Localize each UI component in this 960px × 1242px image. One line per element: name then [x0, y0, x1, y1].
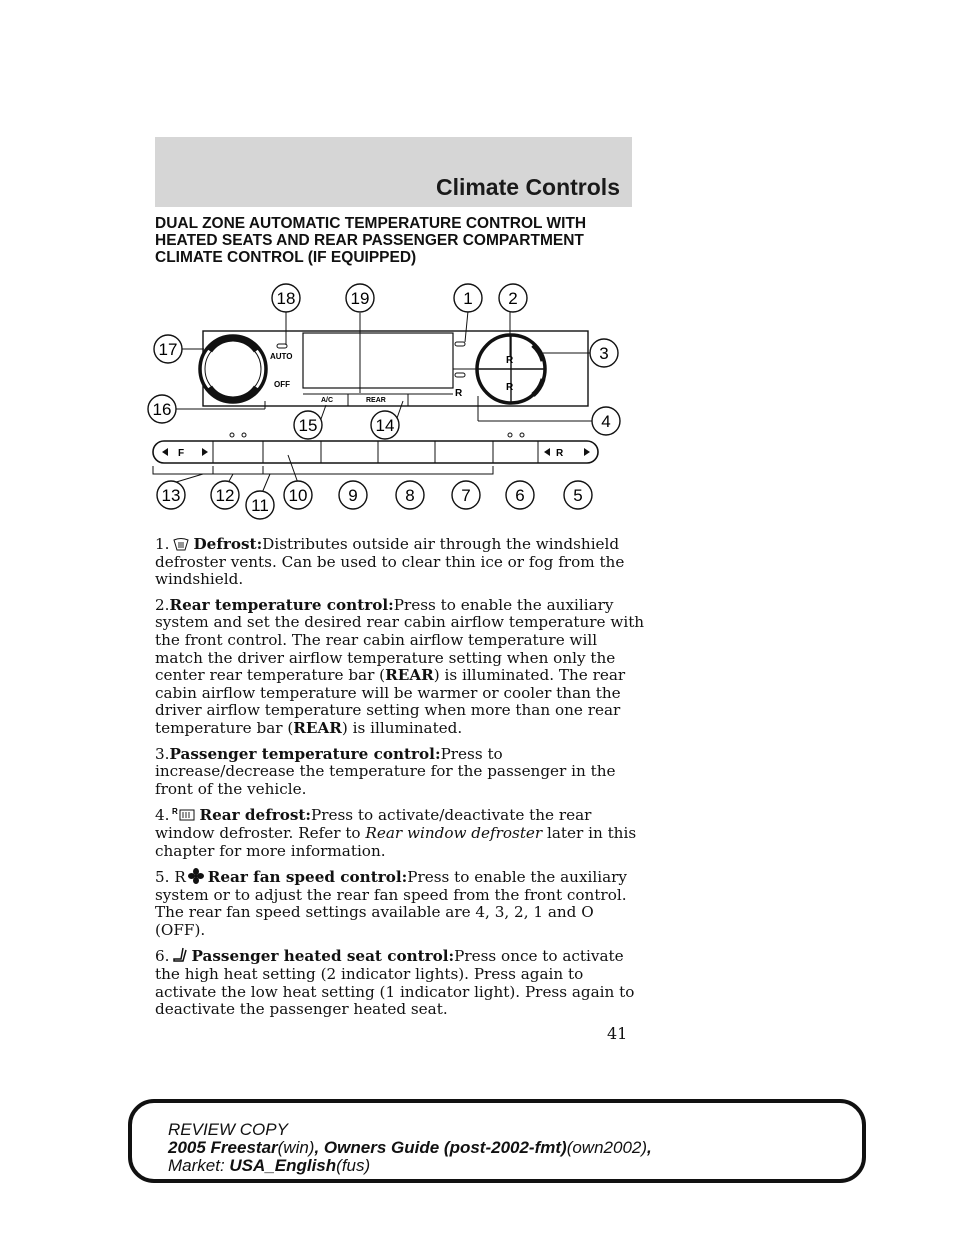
front-fan-f-label: F — [178, 448, 185, 459]
callout-3 — [590, 339, 618, 367]
button-strip — [153, 441, 598, 463]
footer-box — [128, 1099, 866, 1183]
ac-label: A/C — [321, 397, 334, 404]
header-band — [155, 137, 632, 207]
rear-label: REAR — [366, 397, 386, 404]
off-label: OFF — [274, 380, 290, 389]
callout-9 — [339, 481, 367, 509]
callout-11 — [246, 491, 274, 519]
callout-8 — [396, 481, 424, 509]
item-2: 2.Rear temperature control:Press to enable the auxiliary system and set the desired rear cabin airflow temperature with the front control. The rear cabin airflow temperature will match the driver airflow temperature setting when only the center rear temperature bar (REAR) is illuminated. The rear cabin airflow temperature will be warmer or cooler than the driver airflow temperature setting when more than one rear temperature bar (REAR) is illuminated. — [155, 595, 645, 737]
callout-10 — [284, 481, 312, 509]
item-5: 5. R Rear fan speed control:Press to enable the auxiliary system or to adjust the rear fan speed from the front control. The rear fan speed settings available are 4, 3, 2, 1 and O (OFF). — [155, 868, 627, 939]
svg-text:10: 10 — [288, 486, 308, 505]
defrost-icon — [172, 537, 190, 551]
svg-text:9: 9 — [348, 486, 358, 505]
callout-7 — [452, 481, 480, 509]
svg-text:15: 15 — [298, 416, 318, 435]
callout-17 — [154, 335, 182, 363]
document-heading: DUAL ZONE AUTOMATIC TEMPERATURE CONTROL WITH HEATED SEATS AND REAR PASSENGER COMPARTMENT CLIMATE CONTROL (IF EQUIPPED) — [155, 215, 587, 266]
svg-text:8: 8 — [405, 486, 415, 505]
rear-defrost-icon — [172, 806, 196, 822]
svg-text:3: 3 — [599, 344, 609, 363]
svg-text:5: 5 — [573, 486, 583, 505]
rear-r-label-top: R — [506, 355, 514, 366]
footer-model-line: 2005 Freestar(win), Owners Guide (post-2002-fmt)(own2002), — [168, 1138, 652, 1157]
svg-text:12: 12 — [215, 486, 235, 505]
svg-text:1: 1 — [463, 289, 473, 308]
svg-text:2: 2 — [508, 289, 518, 308]
callout-5 — [564, 481, 592, 509]
driver-temperature-knob[interactable] — [200, 336, 266, 402]
rear-r-label-bottom: R — [506, 382, 514, 393]
item-4: 4. R Rear defrost:Press to activate/deactivate the rear window defroster. Refer to Rear window defroster later in this chapter for more information. — [155, 806, 637, 860]
svg-text:7: 7 — [461, 486, 471, 505]
body-text — [155, 536, 645, 1027]
passenger-temperature-knob[interactable] — [477, 335, 545, 403]
climate-control-diagram — [138, 283, 628, 523]
callout-14 — [371, 411, 399, 439]
svg-text:R: R — [171, 807, 178, 817]
callout-13 — [157, 481, 185, 509]
item-6: 6. Passenger heated seat control:Press once to activate the high heat setting (2 indicator lights). Press again to activate the low heat setting (1 indicator light). Press again to deactivate the passenger heated seat. — [155, 947, 635, 1019]
section-title: Climate Controls — [435, 174, 620, 200]
svg-text:14: 14 — [375, 416, 395, 435]
item-3: 3.Passenger temperature control:Press to increase/decrease the temperature for the passenger in the front of the vehicle. — [155, 744, 616, 798]
callout-2 — [499, 284, 527, 312]
rear-fan-r-label: R — [556, 448, 564, 459]
item-1: 1. Defrost:Distributes outside air through the windshield defroster vents. Can be used to clear thin ice or fog from the windshield. — [155, 535, 625, 589]
footer-review: REVIEW COPY — [168, 1120, 288, 1139]
callout-15 — [294, 411, 322, 439]
callout-18 — [272, 284, 300, 312]
svg-text:4: 4 — [601, 412, 611, 431]
heated-seat-icon — [172, 947, 188, 963]
footer-market-line: Market: USA_English(fus) — [168, 1156, 371, 1175]
callout-19 — [346, 284, 374, 312]
auto-label: AUTO — [270, 352, 293, 361]
svg-text:19: 19 — [350, 289, 370, 308]
callout-12 — [211, 481, 239, 509]
callout-16 — [148, 395, 176, 423]
svg-text:11: 11 — [251, 496, 269, 515]
svg-text:17: 17 — [158, 340, 178, 359]
page-number: 41 — [607, 1024, 628, 1043]
svg-text:13: 13 — [161, 486, 181, 505]
svg-text:18: 18 — [276, 289, 296, 308]
svg-text:6: 6 — [515, 486, 525, 505]
callout-4 — [592, 407, 620, 435]
svg-text:16: 16 — [152, 400, 172, 419]
callout-6 — [506, 481, 534, 509]
fan-icon — [188, 868, 204, 884]
rear-defrost-r-label: R — [455, 388, 463, 399]
center-display — [303, 333, 453, 388]
callout-1 — [454, 284, 482, 312]
